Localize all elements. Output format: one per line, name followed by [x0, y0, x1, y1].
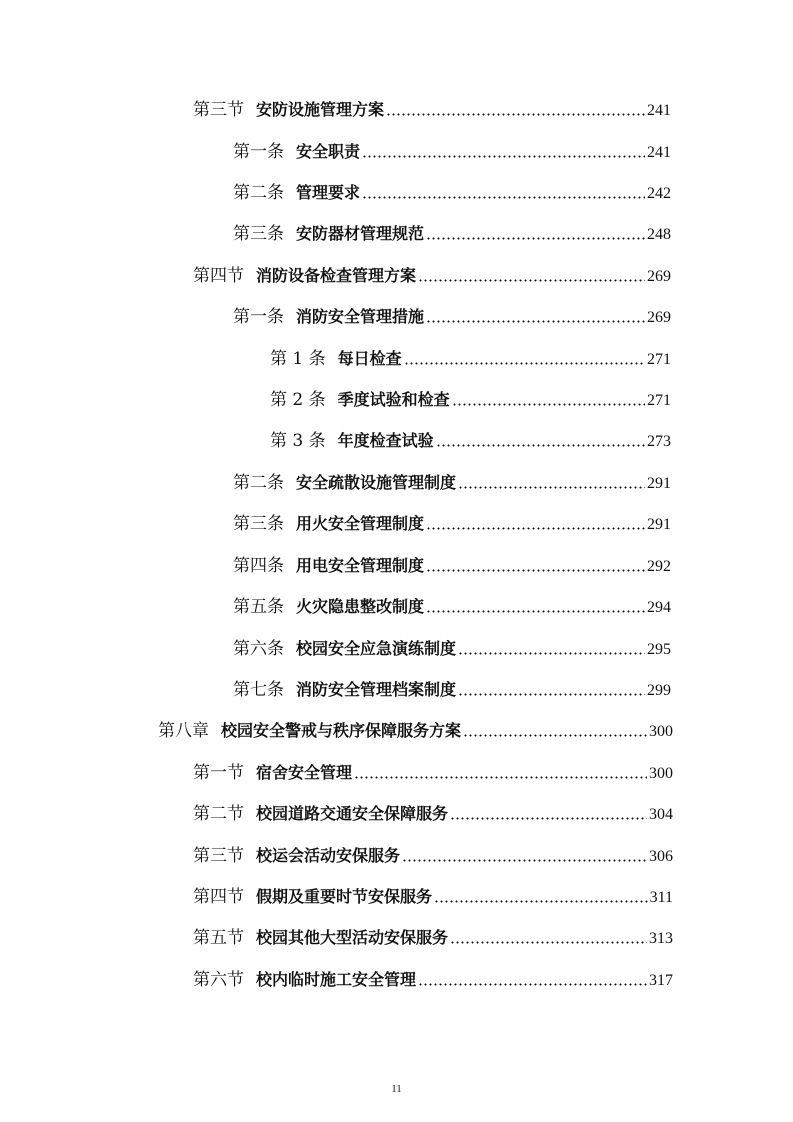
dot-leader: [463, 734, 647, 737]
toc-entry-title: 安防器材管理规范: [296, 224, 425, 243]
toc-entry[interactable]: [193, 968, 673, 992]
dot-leader: [404, 362, 645, 365]
toc-entry-label: 第六节: [193, 970, 244, 990]
toc-entry-label: 第四条: [233, 556, 284, 576]
toc-entry[interactable]: [193, 802, 673, 826]
toc-entry-title: 校园其他大型活动安保服务: [256, 928, 449, 947]
toc-entry-page: 317: [649, 972, 673, 989]
toc-entry-label: 第三节: [193, 846, 244, 866]
toc-entry-label: 第 2 条: [270, 390, 326, 410]
dot-leader: [450, 817, 647, 820]
toc-entry[interactable]: [233, 554, 671, 578]
toc-entry-title: 校园安全应急演练制度: [296, 639, 457, 658]
toc-entry-label: 第三节: [193, 100, 244, 120]
toc-entry-page: 313: [649, 930, 673, 947]
dot-leader: [426, 237, 645, 240]
toc-entry-label: 第七条: [233, 680, 284, 700]
toc-entry[interactable]: [233, 678, 671, 702]
toc-entry-title: 年度检查试验: [337, 431, 434, 450]
toc-entry-page: 306: [649, 848, 673, 865]
toc-entry-title: 用火安全管理制度: [296, 514, 425, 533]
dot-leader: [458, 693, 645, 696]
dot-leader: [426, 569, 645, 572]
toc-entry-label: 第二条: [233, 183, 284, 203]
toc-entry-page: 291: [647, 475, 671, 492]
toc-entry-label: 第一节: [193, 763, 244, 783]
toc-entry-page: 241: [647, 102, 671, 119]
toc-entry[interactable]: [193, 844, 673, 868]
toc-entry-page: 304: [649, 806, 673, 823]
toc-entry-title: 安防设施管理方案: [256, 100, 385, 119]
toc-entry[interactable]: [193, 761, 673, 785]
toc-entry[interactable]: [233, 222, 671, 246]
toc-entry-page: 271: [647, 351, 671, 368]
toc-entry[interactable]: [158, 719, 673, 743]
toc-entry-page: 299: [647, 682, 671, 699]
dot-leader: [418, 279, 645, 282]
toc-entry-page: 291: [647, 516, 671, 533]
toc-entry-label: 第六条: [233, 639, 284, 659]
toc-entry-label: 第 3 条: [270, 431, 326, 451]
toc-entry-label: 第三条: [233, 514, 284, 534]
toc-entry-label: 第五节: [193, 928, 244, 948]
toc-entry-title: 季度试验和检查: [337, 390, 450, 409]
toc-entry[interactable]: [233, 595, 671, 619]
toc-entry-title: 安全职责: [296, 142, 361, 161]
toc-entry-label: 第二节: [193, 804, 244, 824]
toc-entry-title: 校内临时施工安全管理: [256, 970, 417, 989]
toc-entry-title: 假期及重要时节安保服务: [256, 887, 433, 906]
toc-entry-title: 火灾隐患整改制度: [296, 597, 425, 616]
toc-entry-title: 校园道路交通安全保障服务: [256, 804, 449, 823]
dot-leader: [362, 196, 645, 199]
dot-leader: [452, 403, 645, 406]
toc-entry[interactable]: [233, 305, 671, 329]
toc-entry-title: 校园安全警戒与秩序保障服务方案: [221, 721, 462, 740]
toc-entry[interactable]: [193, 264, 671, 288]
toc-entry-page: 269: [647, 268, 671, 285]
toc-entry[interactable]: [233, 471, 671, 495]
dot-leader: [426, 320, 645, 323]
dot-leader: [434, 900, 648, 903]
toc-entry[interactable]: [193, 885, 673, 909]
toc-entry-title: 每日检查: [337, 349, 402, 368]
toc-entry-title: 安全疏散设施管理制度: [296, 473, 457, 492]
dot-leader: [458, 486, 645, 489]
dot-leader: [458, 652, 645, 655]
toc-entry-label: 第八章: [158, 721, 209, 741]
toc-entry-title: 管理要求: [296, 183, 361, 202]
toc-entry[interactable]: [193, 926, 673, 950]
toc-entry-page: 271: [647, 392, 671, 409]
toc-entry-label: 第一条: [233, 307, 284, 327]
toc-entry-page: 273: [647, 433, 671, 450]
toc-entry[interactable]: [233, 512, 671, 536]
dot-leader: [402, 859, 647, 862]
toc-entry[interactable]: [270, 429, 671, 453]
toc-entry-page: 311: [649, 889, 673, 906]
toc-entry[interactable]: [233, 637, 671, 661]
toc-entry-page: 242: [647, 185, 671, 202]
toc-entry-page: 269: [647, 309, 671, 326]
toc-entry-page: 294: [647, 599, 671, 616]
toc-entry[interactable]: [193, 98, 671, 122]
toc-entry-title: 消防安全管理档案制度: [296, 680, 457, 699]
page-number: 11: [391, 1083, 402, 1095]
toc-entry-page: 300: [649, 765, 673, 782]
dot-leader: [418, 983, 647, 986]
dot-leader: [436, 444, 645, 447]
toc-entry-label: 第二条: [233, 473, 284, 493]
toc-entry-label: 第三条: [233, 224, 284, 244]
toc-entry-title: 宿舍安全管理: [256, 763, 353, 782]
toc-entry-label: 第五条: [233, 597, 284, 617]
toc-entry-label: 第四节: [193, 266, 244, 286]
dot-leader: [354, 776, 647, 779]
toc-entry-title: 消防设备检查管理方案: [256, 266, 417, 285]
toc-entry-page: 248: [647, 226, 671, 243]
toc-entry-title: 消防安全管理措施: [296, 307, 425, 326]
toc-entry[interactable]: [270, 388, 671, 412]
toc-entry-label: 第一条: [233, 142, 284, 162]
toc-entry[interactable]: [270, 347, 671, 371]
toc-entry-page: 241: [647, 144, 671, 161]
toc-entry-page: 295: [647, 641, 671, 658]
toc-entry[interactable]: [233, 181, 671, 205]
dot-leader: [426, 610, 645, 613]
toc-entry-title: 用电安全管理制度: [296, 556, 425, 575]
dot-leader: [450, 941, 647, 944]
dot-leader: [386, 113, 645, 116]
toc-entry-page: 300: [649, 723, 673, 740]
toc-entry-label: 第四节: [193, 887, 244, 907]
dot-leader: [362, 155, 645, 158]
dot-leader: [426, 527, 645, 530]
toc-entry-label: 第 1 条: [270, 349, 326, 369]
toc-entry-title: 校运会活动安保服务: [256, 846, 401, 865]
toc-entry[interactable]: [233, 140, 671, 164]
toc-entry-page: 292: [647, 558, 671, 575]
